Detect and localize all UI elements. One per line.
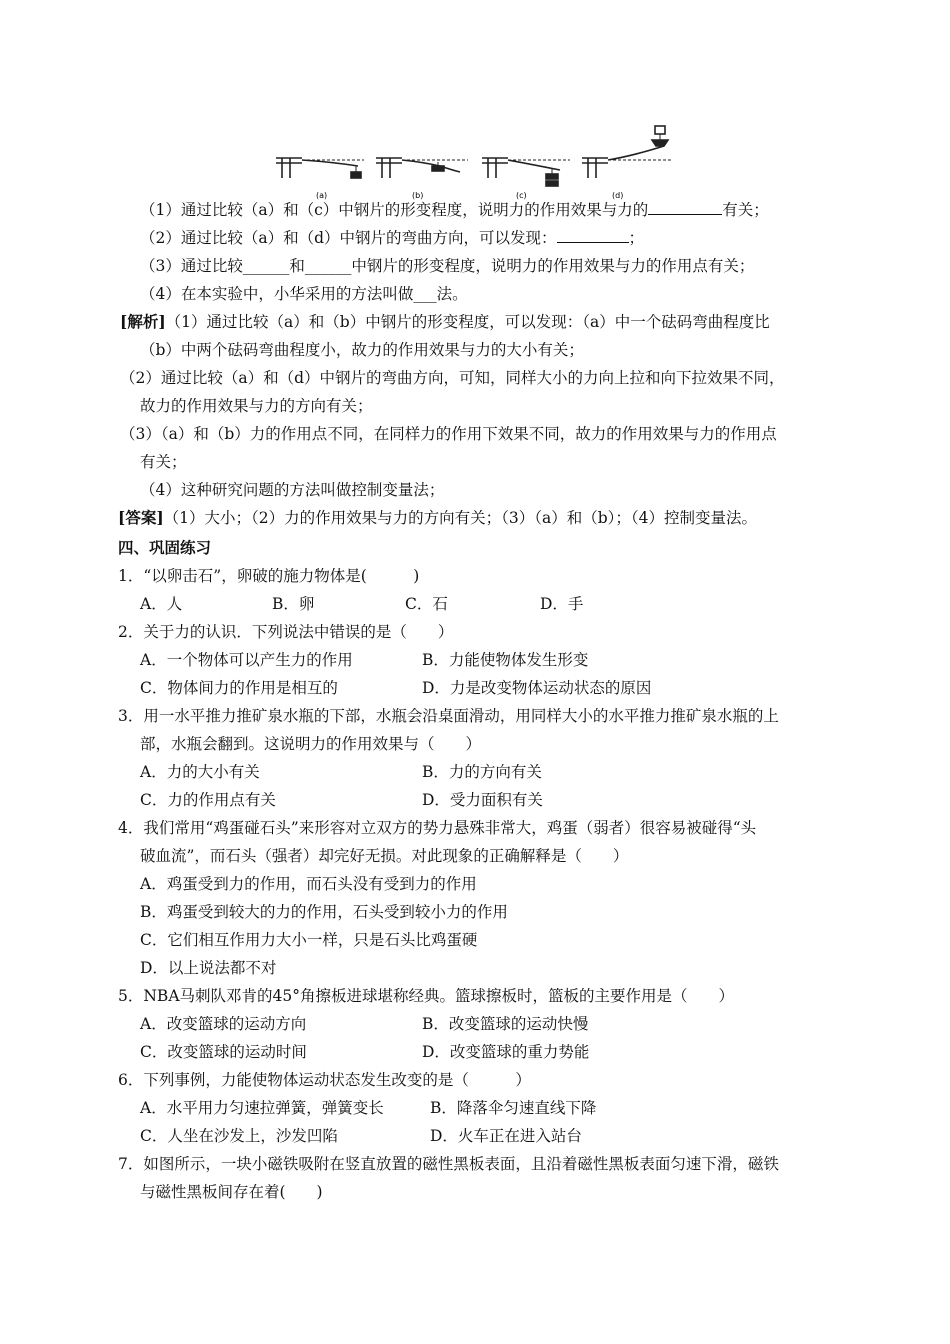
analysis-text: （1）通过比较（a）和（b）中钢片的形变程度，可以发现：（a）中一个砝码弯曲程度比 [165,313,770,331]
figure-panel-a [276,158,364,178]
section-title: 四、巩固练习 [118,538,212,557]
question-1-line [140,200,769,220]
q5-option-a: A．改变篮球的运动方向 [140,1015,307,1033]
q4-stem-1: 4．我们常用“鸡蛋碰石头”来形容对立双方的势力悬殊非常大，鸡蛋（弱者）很容易被碰得“头 [118,819,757,837]
question-2-suffix: ； [628,229,645,247]
q3-option-b: B．力的方向有关 [422,763,542,781]
q6-option-a: A．水平用力匀速拉弹簧，弹簧变长 [140,1099,384,1117]
q6-option-d: D．火车正在进入站台 [430,1127,582,1145]
q2-option-d: D．力是改变物体运动状态的原因 [422,679,652,697]
q3-option-a: A．力的大小有关 [140,763,260,781]
q4-stem-2: 破血流”，而石头（强者）却完好无损。对此现象的正确解释是（ ） [140,847,629,865]
q3-stem-2: 部，水瓶会翻到。这说明力的作用效果与（ ） [140,735,482,753]
q4-option-c: C．它们相互作用力大小一样，只是石头比鸡蛋硬 [140,931,478,949]
analysis-tag: [解析] [120,312,166,331]
q2-option-b: B．力能使物体发生形变 [422,651,589,669]
q7-stem-2: 与磁性黑板间存在着( ) [140,1183,323,1201]
answer-text: （1）大小；（2）力的作用效果与力的方向有关；（3）（a）和（b）；（4）控制变量法。 [163,509,758,527]
q5-option-c: C．改变篮球的运动时间 [140,1043,307,1061]
analysis-line-2: （b）中两个砝码弯曲程度小，故力的作用效果与力的大小有关； [140,341,584,359]
answer-line [118,508,757,528]
analysis-line-1 [120,312,770,332]
q3-stem-1: 3．用一水平推力推矿泉水瓶的下部，水瓶会沿桌面滑动，用同样大小的水平推力推矿泉水瓶的上 [118,707,779,725]
figure-panel-b [376,158,468,178]
analysis-line-4: 故力的作用效果与力的方向有关； [140,397,373,415]
question-4-line: （4）在本实验中，小华采用的方法叫做___法。 [140,285,468,303]
question-2-text: （2）通过比较（a）和（d）中钢片的弯曲方向，可以发现： [140,229,557,247]
answer-blank [557,228,629,243]
q1-option-b: B．卵 [272,595,315,613]
question-3-line: （3）通过比较______和______中钢片的形变程度，说明力的作用效果与力的作用点有关； [140,257,755,275]
q4-option-d: D．以上说法都不对 [140,959,277,977]
figure-panel-c [482,158,570,186]
q3-option-d: D．受力面积有关 [422,791,543,809]
q2-stem: 2．关于力的认识．下列说法中错误的是（ ） [118,623,454,641]
answer-blank [648,200,722,215]
q1-stem: 1．“以卵击石”，卵破的施力物体是( ) [118,567,420,585]
analysis-line-7: （4）这种研究问题的方法叫做控制变量法； [140,481,445,499]
q7-stem-1: 7．如图所示，一块小磁铁吸附在竖直放置的磁性黑板表面，且沿着磁性黑板表面匀速下滑，磁铁 [118,1155,779,1173]
q4-option-a: A．鸡蛋受到力的作用，而石头没有受到力的作用 [140,875,477,893]
q6-stem: 6．下列事例，力能使物体运动状态发生改变的是（ ） [118,1071,531,1089]
analysis-line-5: （3）（a）和（b）力的作用点不同，在同样力的作用下效果不同，故力的作用效果与力的作用点 [120,425,777,443]
analysis-line-6: 有关； [140,453,187,471]
q6-option-b: B．降落伞匀速直线下降 [430,1099,597,1117]
q5-stem: 5．NBA马刺队邓肯的45°角擦板进球堪称经典。篮球擦板时，篮板的主要作用是（ ） [118,987,734,1005]
q1-option-c: C．石 [405,595,448,613]
steel-strip-figure [272,122,674,200]
q5-option-b: B．改变篮球的运动快慢 [422,1015,589,1033]
question-1-text: （1）通过比较（a）和（c）中钢片的形变程度，说明力的作用效果与力的 [140,201,649,219]
q6-option-c: C．人坐在沙发上，沙发凹陷 [140,1127,338,1145]
q5-option-d: D．改变篮球的重力势能 [422,1043,590,1061]
question-2-line [140,228,644,248]
figure-label-c: (c) [516,191,527,200]
figure-panel-d [582,126,672,178]
q4-option-b: B．鸡蛋受到较大的力的作用，石头受到较小力的作用 [140,903,508,921]
q1-option-d: D．手 [540,595,584,613]
q2-option-a: A．一个物体可以产生力的作用 [140,651,353,669]
question-1-suffix: 有关； [722,201,769,219]
q3-option-c: C．力的作用点有关 [140,791,276,809]
figure-label-a: (a) [316,191,328,200]
figure-label-d: (d) [612,191,624,200]
answer-tag: [答案] [118,508,164,527]
q1-option-a: A．人 [140,595,183,613]
figure-label-b: (b) [412,191,424,200]
analysis-line-3: （2）通过比较（a）和（d）中钢片的弯曲方向，可知，同样大小的力向上拉和向下拉效果不同， [120,369,785,387]
q2-option-c: C．物体间力的作用是相互的 [140,679,338,697]
